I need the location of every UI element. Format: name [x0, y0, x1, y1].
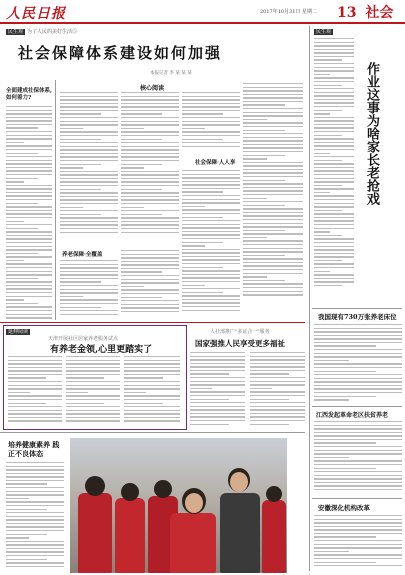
- core-reading-head: 核心阅读: [140, 85, 165, 92]
- column-divider: [55, 80, 56, 320]
- article-col-1b: [60, 260, 118, 320]
- right-kicker: [314, 28, 335, 35]
- box-col-2: [66, 356, 120, 424]
- right-column-headline: 作业这事为啥家长老抢戏: [364, 62, 379, 205]
- right-item-3-title: 安徽深化机构改革: [318, 504, 370, 512]
- right-item-2-title: 江西发起革命老区扶贫养老: [316, 412, 389, 419]
- right-item-2-body: [314, 421, 402, 496]
- section-separator: [0, 322, 305, 323]
- top-kicker-tag: 民生观: [8, 29, 24, 35]
- main-byline: 本报记者 李 某 某 某: [150, 71, 192, 76]
- sidebar-body-text: [6, 106, 52, 320]
- article-col-2: [121, 92, 179, 242]
- article-col-3b: [182, 170, 240, 320]
- page-number-value: 13: [337, 5, 357, 21]
- box-headline: 有养老金领,心里更踏实了: [50, 345, 153, 355]
- right-column-body: [314, 38, 354, 303]
- bottom-left-headline: 培养健康素养 践正不良体态: [8, 440, 60, 458]
- box-kicker: [6, 328, 32, 335]
- mid-right-pretitle: 人社部推广"多证合一"服务: [210, 329, 270, 335]
- sidebar-headline: 全面建成社保体系,如何着力?: [6, 88, 52, 101]
- right-divider-3: [312, 498, 402, 499]
- article-col-3: [182, 92, 240, 152]
- bottom-divider: [0, 432, 305, 433]
- box-col-1: [8, 356, 62, 424]
- right-item-3-body: [314, 515, 402, 571]
- top-kicker: [6, 28, 77, 35]
- main-headline: 社会保障体系建设如何加强: [18, 44, 223, 62]
- section-head-2: 养老保障·全覆盖: [62, 252, 103, 258]
- news-photo: [70, 438, 287, 573]
- box-col-3: [124, 356, 180, 424]
- top-kicker-text: 为了人民的美好生活⑤: [27, 29, 78, 35]
- mid-right-headline: 国家强推人民享受更多福祉: [195, 339, 285, 348]
- right-divider-1: [312, 308, 402, 309]
- page-section-name: 社会: [365, 5, 394, 21]
- right-item-1-body: [314, 324, 402, 404]
- page-number: [337, 2, 393, 22]
- right-divider-2: [312, 406, 402, 407]
- right-kicker-tag: 民生观: [316, 29, 332, 35]
- masthead-logo: 人民日报: [6, 6, 66, 22]
- section-head-1: 社会保障·人人享: [195, 160, 236, 166]
- right-column-divider: [309, 26, 310, 571]
- article-col-2b: [121, 250, 179, 320]
- bottom-left-body: [6, 462, 64, 572]
- right-item-1-title: 我国现有730万张养老床位: [318, 313, 397, 321]
- box-pretitle: 天津开展社区居家养老服务试点: [48, 336, 119, 342]
- mid-right-col-1: [190, 352, 245, 430]
- article-col-4: [243, 83, 303, 320]
- box-kicker-tag: 延伸阅读: [8, 329, 29, 335]
- mid-right-col-2: [250, 352, 305, 430]
- article-col-1: [60, 92, 118, 242]
- issue-date: 2017年10月31日 星期二: [260, 9, 318, 15]
